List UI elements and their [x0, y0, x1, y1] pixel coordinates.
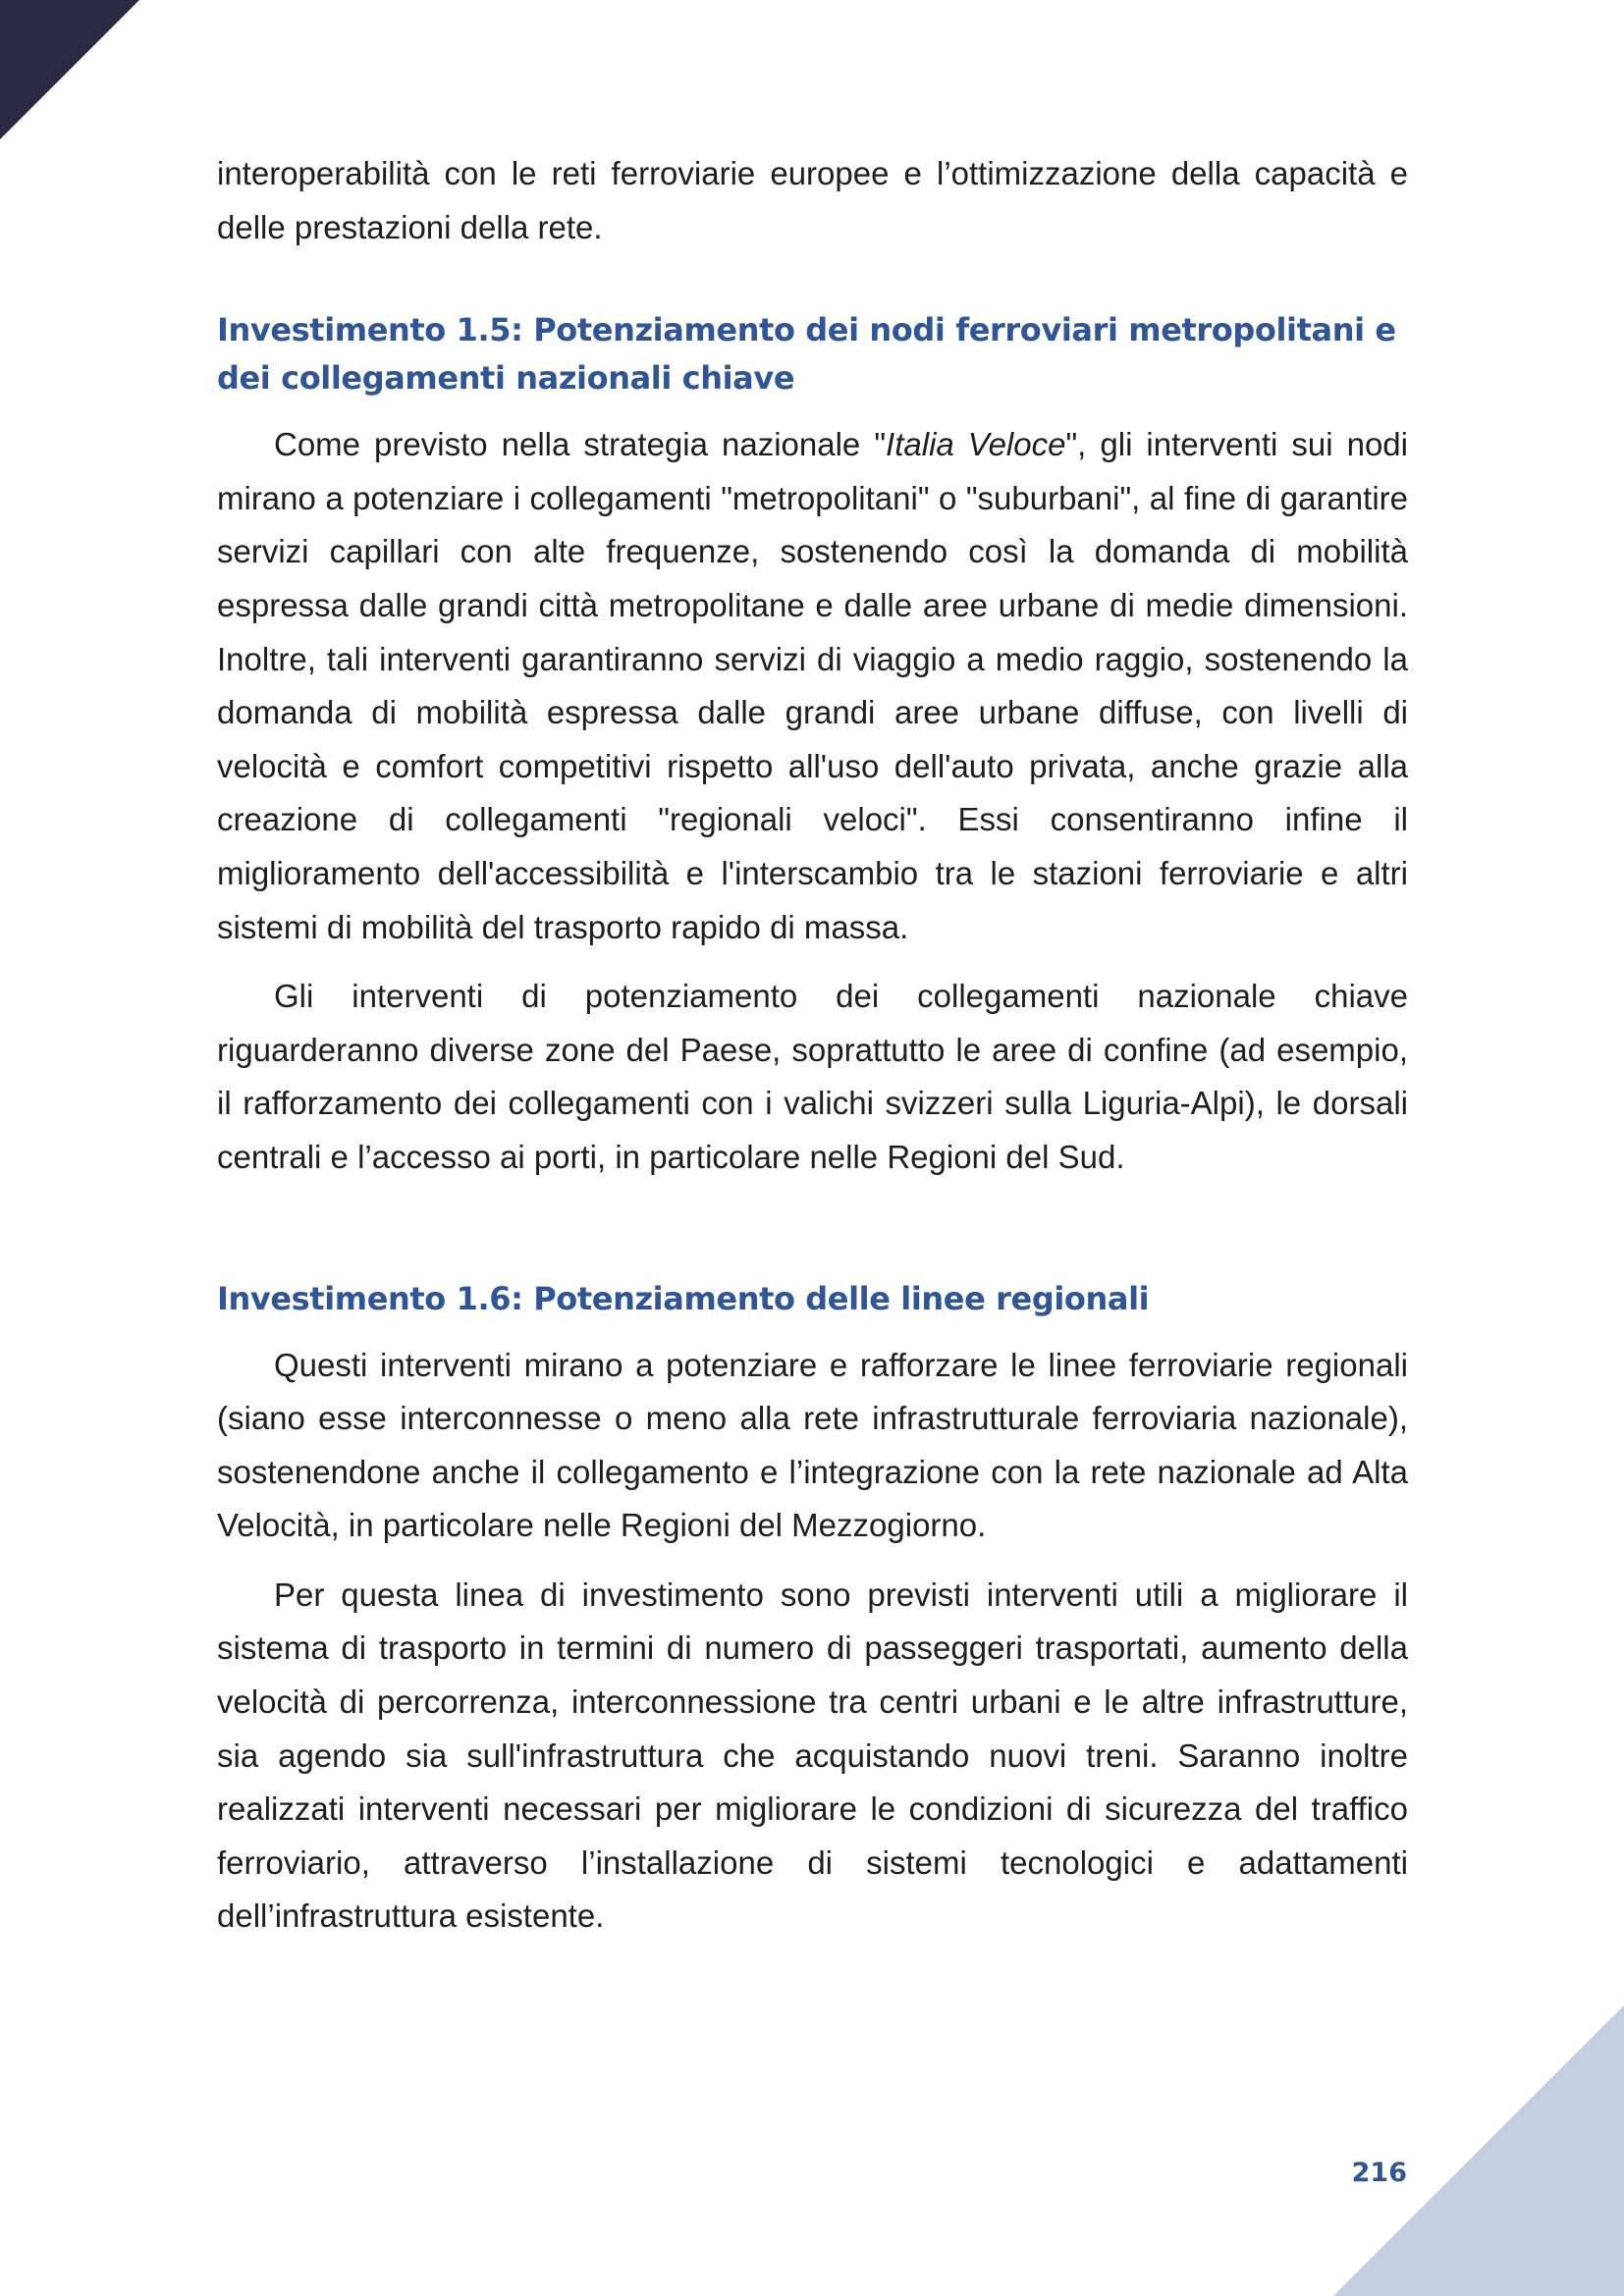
- paragraph-text-before: Come previsto nella strategia nazionale ": [274, 426, 887, 463]
- corner-decoration-top-left: [0, 0, 139, 139]
- paragraph-text-after: ", gli interventi sui nodi mirano a potenziare i collegamenti "metropolitani" o "suburbani", al fine di garantire servizi capillari con alte frequenze, sostenendo così la domanda di mobilità espressa dalle grandi città metropolitane e dalle aree urbane di medie dimensioni. Inoltre, tali interventi garantiranno servizi di viaggio a medio raggio, sostenendo la domanda di mobilità espressa dalle grandi aree urbane diffuse, con livelli di velocità e comfort competitivi rispetto all'uso dell'auto privata, anche grazie alla creazione di collegamenti "regionali veloci". Essi consentiranno infine il miglioramento dell'accessibilità e l'interscambio tra le stazioni ferroviarie e altri sistemi di mobilità del trasporto rapido di massa.: [217, 426, 1408, 945]
- page-number: 216: [1351, 2158, 1407, 2188]
- section-heading-investimento-1-5: Investimento 1.5: Potenziamento dei nodi ferroviari metropolitani e dei collegamenti nazionali chiave: [217, 311, 1396, 398]
- paragraph-linea-investimento: Per questa linea di investimento sono previsti interventi utili a migliorare il sistema di trasporto in termini di numero di passeggeri trasportati, aumento della velocità di percorrenza, interconnessione tra centri urbani e le altre infrastrutture, sia agendo sia sull'infrastruttura che acquistando nuovi treni. Saranno inoltre realizzati interventi necessari per migliorare le condizioni di sicurezza del traffico ferroviario, attraverso l’installazione di sistemi tecnologici e adattamenti dell’infrastruttura esistente.: [217, 1575, 1408, 1935]
- page-content: [217, 147, 1408, 1944]
- section-heading-investimento-1-6: Investimento 1.6: Potenziamento delle linee regionali: [217, 1279, 1150, 1317]
- italic-title-italia-veloce: Italia Veloce: [886, 426, 1066, 463]
- paragraph-nodi-ferroviari: [217, 418, 1408, 954]
- paragraph-linee-regionali: Questi interventi mirano a potenziare e rafforzare le linee ferroviarie regionali (siano esse interconnesse o meno alla rete infrastrutturale ferroviaria nazionale), sostenendone anche il collegamento e l’integrazione con la rete nazionale ad Alta Velocità, in particolare nelle Regioni del Mezzogiorno.: [217, 1346, 1408, 1544]
- corner-decoration-bottom-right: [1333, 2005, 1624, 2296]
- intro-paragraph: interoperabilità con le reti ferroviarie europee e l’ottimizzazione della capacità e delle prestazioni della rete.: [217, 155, 1408, 245]
- paragraph-collegamenti-nazionali: Gli interventi di potenziamento dei collegamenti nazionale chiave riguarderanno diverse zone del Paese, soprattutto le aree di confine (ad esempio, il rafforzamento dei collegamenti con i valichi svizzeri sulla Liguria-Alpi), le dorsali centrali e l’accesso ai porti, in particolare nelle Regioni del Sud.: [217, 978, 1408, 1175]
